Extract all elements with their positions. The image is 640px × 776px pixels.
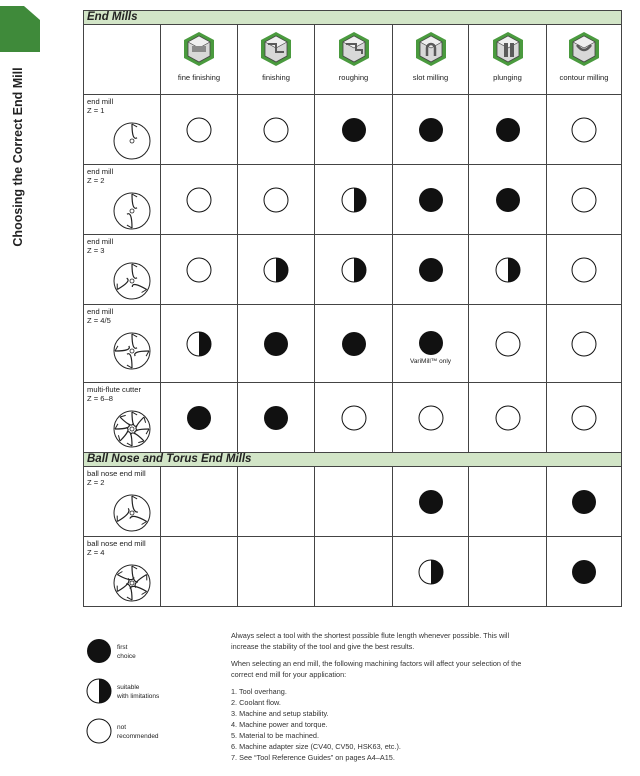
fine-finishing-icon <box>161 31 237 69</box>
table-row <box>84 467 622 537</box>
rating-cell <box>161 305 238 383</box>
cutter-cross-section-icon <box>112 191 152 231</box>
rating-cell <box>547 305 622 383</box>
factor-list-item: 5. Material to be machined. <box>231 731 320 740</box>
not-recommended-circle <box>186 117 212 143</box>
rating-cell <box>315 165 393 235</box>
row-label-cell <box>84 305 161 383</box>
rating-cell <box>238 235 315 305</box>
rating-cell <box>547 235 622 305</box>
rating-cell <box>469 383 547 453</box>
column-header <box>547 25 622 95</box>
rating-cell <box>315 383 393 453</box>
first-choice-circle <box>341 331 367 357</box>
first-choice-circle <box>418 489 444 515</box>
column-header <box>469 25 547 95</box>
flute-count: Z = 2 <box>87 478 105 487</box>
flute-count: Z = 1 <box>87 106 105 115</box>
cutter-cross-section-icon <box>112 261 152 301</box>
tool-name: end mill <box>87 307 114 316</box>
column-header <box>238 25 315 95</box>
not-recommended-circle <box>341 405 367 431</box>
selection-notes <box>231 630 531 763</box>
cutter-cross-section-icon <box>112 409 152 449</box>
rating-cell <box>315 95 393 165</box>
finishing-icon <box>238 31 314 69</box>
notes-paragraph-1: Always select a tool with the shortest possible flute length whenever possible. This will increase the stability of the tool and give the best results. <box>231 631 510 651</box>
column-header-label: fine finishing <box>177 73 221 82</box>
legend-label: not recommended <box>117 724 159 740</box>
side-title: Choosing the Correct End Mill <box>11 67 25 247</box>
rating-cell <box>238 383 315 453</box>
rating-cell <box>547 165 622 235</box>
rating-cell <box>315 537 393 607</box>
first-choice-circle <box>418 257 444 283</box>
rating-cell <box>238 467 315 537</box>
factor-list-item: 6. Machine adapter size (CV40, CV50, HSK63, etc.). <box>231 742 401 751</box>
rating-note: VariMill™ only <box>409 358 452 365</box>
roughing-icon <box>315 31 392 69</box>
not-recommended-circle <box>571 257 597 283</box>
column-header <box>161 25 238 95</box>
not-recommended-circle <box>86 718 112 744</box>
column-header-label: finishing <box>262 73 290 82</box>
flute-count: Z = 6–8 <box>87 394 113 403</box>
rating-cell <box>393 95 469 165</box>
first-choice-circle <box>418 187 444 213</box>
rating-cell <box>469 467 547 537</box>
first-choice-circle <box>495 117 521 143</box>
row-label-cell <box>84 537 161 607</box>
rating-cell <box>469 95 547 165</box>
row-label-cell <box>84 383 161 453</box>
not-recommended-circle <box>186 257 212 283</box>
table-row <box>84 305 622 383</box>
cutter-cross-section-icon <box>112 563 152 603</box>
not-recommended-circle <box>571 187 597 213</box>
first-choice-circle <box>418 117 444 143</box>
suitable-limited-circle <box>495 257 521 283</box>
first-choice-circle <box>571 489 597 515</box>
rating-cell <box>238 165 315 235</box>
machining-factors-list <box>231 686 531 763</box>
column-header-label: contour milling <box>559 73 609 82</box>
legend-item <box>86 718 226 758</box>
tool-name: ball nose end mill <box>87 469 146 478</box>
not-recommended-circle <box>263 117 289 143</box>
first-choice-circle <box>571 559 597 585</box>
first-choice-circle <box>263 331 289 357</box>
rating-cell <box>393 305 469 383</box>
not-recommended-circle <box>495 405 521 431</box>
rating-cell <box>469 537 547 607</box>
suitable-limited-circle <box>186 331 212 357</box>
rating-cell <box>393 467 469 537</box>
legend-item <box>86 638 226 678</box>
rating-cell <box>547 537 622 607</box>
flute-count: Z = 4/5 <box>87 316 111 325</box>
flute-count: Z = 3 <box>87 246 105 255</box>
not-recommended-circle <box>495 331 521 357</box>
suitable-limited-circle <box>263 257 289 283</box>
legend-label: suitable with limitations <box>117 684 160 700</box>
tool-name: end mill <box>87 167 114 176</box>
not-recommended-circle <box>263 187 289 213</box>
rating-cell <box>161 95 238 165</box>
rating-cell <box>393 235 469 305</box>
legend-label: first choice <box>117 644 136 660</box>
flute-count: Z = 4 <box>87 548 105 557</box>
rating-cell <box>161 467 238 537</box>
rating-cell <box>547 467 622 537</box>
column-header-label: roughing <box>338 73 369 82</box>
cutter-cross-section-icon <box>112 331 152 371</box>
tool-name: end mill <box>87 97 114 106</box>
table-row <box>84 537 622 607</box>
flute-count: Z = 2 <box>87 176 105 185</box>
legend <box>86 638 226 758</box>
suitable-limited-circle <box>418 559 444 585</box>
not-recommended-circle <box>571 117 597 143</box>
rating-cell <box>315 467 393 537</box>
first-choice-circle <box>341 117 367 143</box>
end-mill-table <box>83 10 622 607</box>
first-choice-circle <box>86 638 112 664</box>
first-choice-circle <box>495 187 521 213</box>
row-label-cell <box>84 467 161 537</box>
first-choice-circle <box>186 405 212 431</box>
rating-cell <box>315 235 393 305</box>
rating-cell <box>469 165 547 235</box>
not-recommended-circle <box>418 405 444 431</box>
factor-list-item: 4. Machine power and torque. <box>231 720 328 729</box>
first-choice-circle <box>263 405 289 431</box>
row-label-cell <box>84 165 161 235</box>
contour-milling-icon <box>547 31 621 69</box>
not-recommended-circle <box>571 331 597 357</box>
column-header-label: plunging <box>493 73 522 82</box>
rating-cell <box>469 305 547 383</box>
rating-cell <box>238 305 315 383</box>
cutter-cross-section-icon <box>112 121 152 161</box>
notes-paragraph-2: When selecting an end mill, the following machining factors will affect your selection of the correct end mill for your application: <box>231 659 522 679</box>
row-label-cell <box>84 235 161 305</box>
suitable-limited-circle <box>86 678 112 704</box>
table-row <box>84 383 622 453</box>
table-row <box>84 95 622 165</box>
tool-name: end mill <box>87 237 114 246</box>
row-label-cell <box>84 95 161 165</box>
rating-cell <box>161 235 238 305</box>
not-recommended-circle <box>571 405 597 431</box>
factor-list-item: 1. Tool overhang. <box>231 687 287 696</box>
factor-list-item: 7. See “Tool Reference Guides” on pages A4–A15. <box>231 753 395 762</box>
suitable-limited-circle <box>341 187 367 213</box>
plunging-icon <box>469 31 546 69</box>
rating-cell <box>161 537 238 607</box>
column-header-label: slot milling <box>412 73 449 82</box>
not-recommended-circle <box>186 187 212 213</box>
section-end-mills-title: End Mills <box>84 11 622 25</box>
legend-item <box>86 678 226 718</box>
header-empty-cell <box>84 25 161 95</box>
rating-cell <box>393 165 469 235</box>
tool-name: multi-flute cutter <box>87 385 142 394</box>
rating-cell <box>238 537 315 607</box>
table-row <box>84 165 622 235</box>
factor-list-item: 2. Coolant flow. <box>231 698 281 707</box>
cutter-cross-section-icon <box>112 493 152 533</box>
rating-cell <box>547 383 622 453</box>
factor-list-item: 3. Machine and setup stability. <box>231 709 329 718</box>
tool-name: ball nose end mill <box>87 539 146 548</box>
rating-cell <box>315 305 393 383</box>
rating-cell <box>161 165 238 235</box>
slot-milling-icon <box>393 31 468 69</box>
column-header <box>393 25 469 95</box>
rating-cell <box>393 537 469 607</box>
table-row <box>84 235 622 305</box>
rating-cell <box>547 95 622 165</box>
column-header <box>315 25 393 95</box>
rating-cell <box>238 95 315 165</box>
rating-cell <box>161 383 238 453</box>
section-ball-nose-title: Ball Nose and Torus End Mills <box>84 453 622 467</box>
rating-cell <box>393 383 469 453</box>
rating-cell <box>469 235 547 305</box>
suitable-limited-circle <box>341 257 367 283</box>
first-choice-circle <box>418 330 444 356</box>
